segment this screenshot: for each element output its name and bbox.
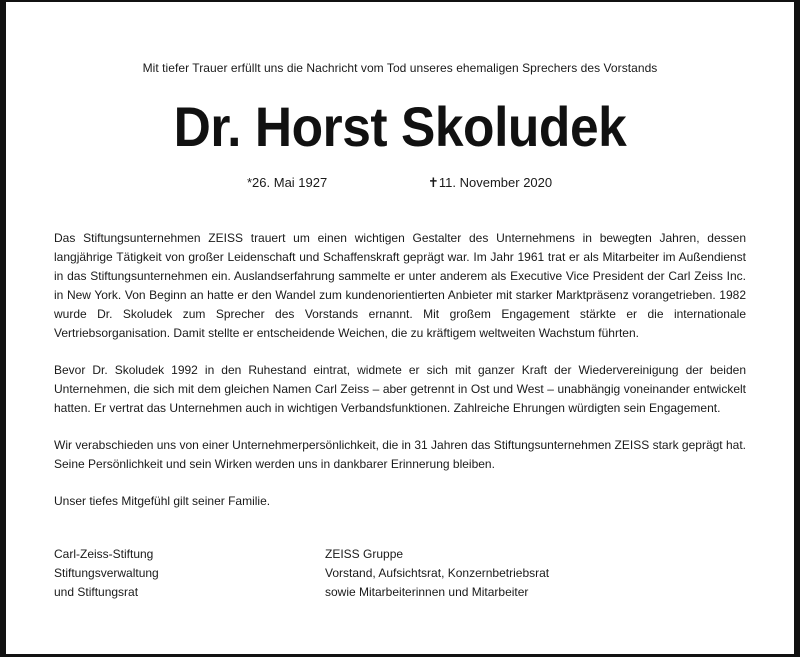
paragraph: Das Stiftungsunternehmen ZEISS trauert um einen wichtigen Gestalter des Unternehmens in bewegten Jahren, dessen langjährige Tätigkeit von großer Leidenschaft und Schaffenskraft geprägt war. Im Jahr 1961 trat er als Mitarbeiter im Außendienst in das Stiftungsunternehmen ein. Auslandserfahrung sammelte er unter anderem als Executive Vice President der Carl Zeiss Inc. in New York. Von Beginn an hatte er den Wandel zum kundenorientierten Anbieter mit starker Marktpräsenz vorangetrieben. 1982 wurde Dr. Skoludek zum Sprecher des Vorstands ernannt. Mit großem Engagement stärkte er die internationale Vertriebsorganisation. Damit stellte er entscheidende Weichen, die zu kräftigem weltweiten Wachstum führten.: [54, 231, 746, 340]
paragraph: Unser tiefes Mitgefühl gilt seiner Familie.: [54, 494, 271, 508]
signature-line: Carl-Zeiss-Stiftung: [54, 547, 154, 561]
paragraph: Bevor Dr. Skoludek 1992 in den Ruhestand eintrat, widmete er sich mit ganzer Kraft der Wiedervereinigung der beiden Unternehmen, die sich mit dem gleichen Namen Carl Zeiss – aber getrennt in Ost und West – unabhängig voneinander entwickelt hatten. Er vertrat das Unternehmen auch in wichtigen Verbandsfunktionen. Zahlreiche Ehrungen würdigten sein Engagement.: [54, 363, 746, 415]
signature-line: Stiftungsverwaltung: [54, 566, 159, 580]
obituary-body: [54, 229, 746, 529]
signature-line: ZEISS Gruppe: [325, 547, 404, 561]
death-date: ✝11. November 2020: [428, 175, 553, 190]
signature-line: Vorstand, Aufsichtsrat, Konzernbetriebsrat: [325, 566, 550, 580]
signature-line: sowie Mitarbeiterinnen und Mitarbeiter: [325, 585, 529, 599]
signature-foundation: [54, 545, 159, 602]
signature-line: und Stiftungsrat: [54, 585, 139, 599]
birth-date: *26. Mai 1927: [247, 175, 328, 190]
paragraph: Wir verabschieden uns von einer Unternehmerpersönlichkeit, die in 31 Jahren das Stiftungsunternehmen ZEISS stark geprägt hat. Seine Persönlichkeit und sein Wirken werden uns in dankbarer Erinnerung bleiben.: [54, 438, 746, 471]
signature-group: [325, 545, 549, 602]
deceased-name: Dr. Horst Skoludek: [173, 95, 627, 158]
intro-line: Mit tiefer Trauer erfüllt uns die Nachricht vom Tod unseres ehemaligen Sprechers des Vorstands: [142, 61, 658, 75]
